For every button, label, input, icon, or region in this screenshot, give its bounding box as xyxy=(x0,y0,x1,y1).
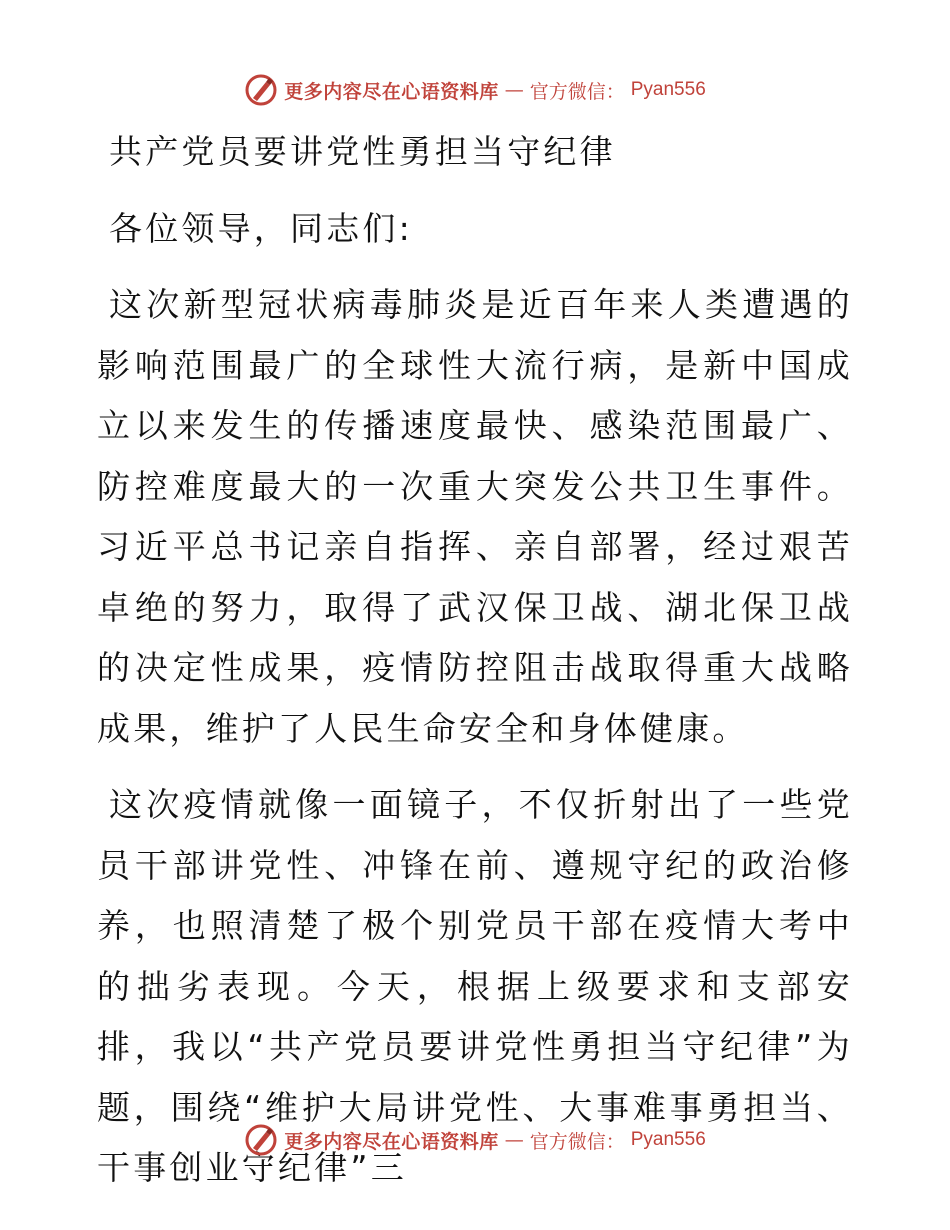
pen-logo-icon xyxy=(244,1123,278,1157)
wechat-id: Pyan556 xyxy=(630,79,706,100)
wechat-id: Pyan556 xyxy=(630,1129,706,1150)
document-title: 共产党员要讲党性勇担当守纪律 xyxy=(109,132,616,171)
greeting: 各位领导，同志们: xyxy=(109,208,413,248)
site-name: 更多内容尽在心语资料库 xyxy=(284,1130,499,1153)
header-watermark xyxy=(0,70,950,110)
paragraph-2: 这次疫情就像一面镜子，不仅折射出了一些党员干部讲党性、冲锋在前、遵规守纪的政治修养，也照清楚了极个别党员干部在疫情大考中的拙劣表现。今天，根据上级要求和支部安排，我以“共产党员要讲党性勇担当守纪律”为题，围绕“维护大局讲党性、大事难事勇担当、干事创业守纪律”三 xyxy=(97,785,853,1187)
pen-logo-icon xyxy=(244,73,278,107)
site-name: 更多内容尽在心语资料库 xyxy=(284,80,499,103)
separator: — xyxy=(504,1129,524,1151)
wechat-label: 官方微信： xyxy=(529,80,625,103)
wechat-label: 官方微信： xyxy=(529,1130,625,1153)
document-body xyxy=(97,122,853,1215)
footer-watermark xyxy=(0,1120,950,1160)
separator: — xyxy=(504,79,524,101)
paragraph-1: 这次新型冠状病毒肺炎是近百年来人类遭遇的影响范围最广的全球性大流行病，是新中国成立以来发生的传播速度最快、感染范围最广、防控难度最大的一次重大突发公共卫生事件。习近平总书记亲自指挥、亲自部署，经过艰苦卓绝的努力，取得了武汉保卫战、湖北保卫战的决定性成果，疫情防控阻击战取得重大战略成果，维护了人民生命安全和身体健康。 xyxy=(97,285,853,748)
